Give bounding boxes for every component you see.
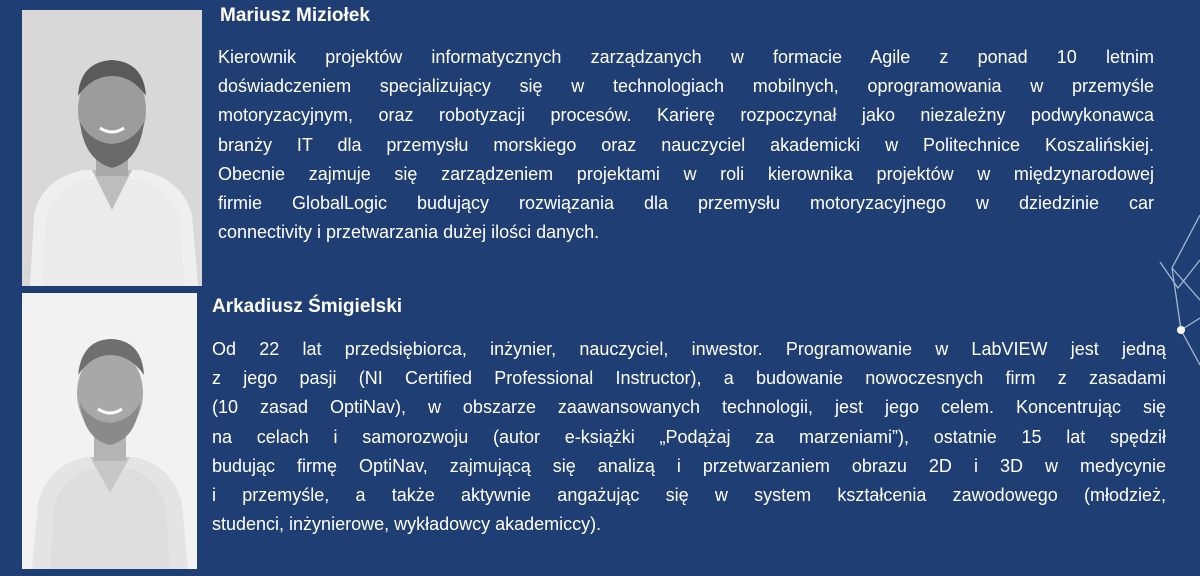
portrait-photo-icon (22, 293, 197, 569)
bio-line: i przemyśle, a także aktywnie angażując się w system kształcenia zawodowego (młodzież, (212, 484, 1166, 505)
bio-line: studenci, inżynierowe, wykładowcy akademiccy). (212, 514, 602, 535)
bio-line: (10 zasad OptiNav), w obszarze zaawansowanych technologii, jest jego celem. Koncentrując się (212, 397, 1166, 418)
bio-line: doświadczeniem specjalizujący się w technologiach mobilnych, oprogramowania w przemyśle (218, 76, 1154, 97)
person-name: Arkadiusz Śmigielski (212, 296, 403, 317)
bio-line: budując firmę OptiNav, zajmującą się analizą i przetwarzaniem obrazu 2D i 3D w medycynie (212, 455, 1166, 476)
person-photo (22, 10, 202, 286)
bio-line: firmie GlobalLogic budujący rozwiązania dla przemysłu motoryzacyjnego w dziedzinie car (218, 192, 1154, 213)
bio-line: Od 22 lat przedsiębiorca, inżynier, nauczyciel, inwestor. Programowanie w LabVIEW jest jedną (212, 339, 1166, 359)
bio-line: branży IT dla przemysłu morskiego oraz nauczyciel akademicki w Politechnice Koszalińskiej. (218, 134, 1154, 155)
bio-line: na celach i samorozwoju (autor e-książki „Podążaj za marzeniami”), ostatnie 15 lat spędził (212, 426, 1166, 447)
person-photo (22, 293, 197, 569)
person-name: Mariusz Miziołek (220, 5, 370, 26)
person-bio (212, 335, 1166, 539)
bio-line: Obecnie zajmuje się zarządzeniem projektami w roli kierownika projektów w międzynarodowej (218, 163, 1154, 184)
bio-line: Kierownik projektów informatycznych zarządzanych w formacie Agile z ponad 10 letnim (218, 47, 1154, 67)
person-bio (218, 43, 1154, 247)
bio-line: z jego pasji (NI Certified Professional Instructor), a budowanie nowoczesnych firm z zasadami (212, 368, 1166, 389)
bio-line: connectivity i przetwarzania dużej ilości danych. (218, 222, 600, 243)
bio-line: motoryzacyjnym, oraz robotyzacji procesów. Karierę rozpoczynał jako niezależny podwykonawca (218, 105, 1154, 126)
portrait-photo-icon (22, 10, 202, 286)
